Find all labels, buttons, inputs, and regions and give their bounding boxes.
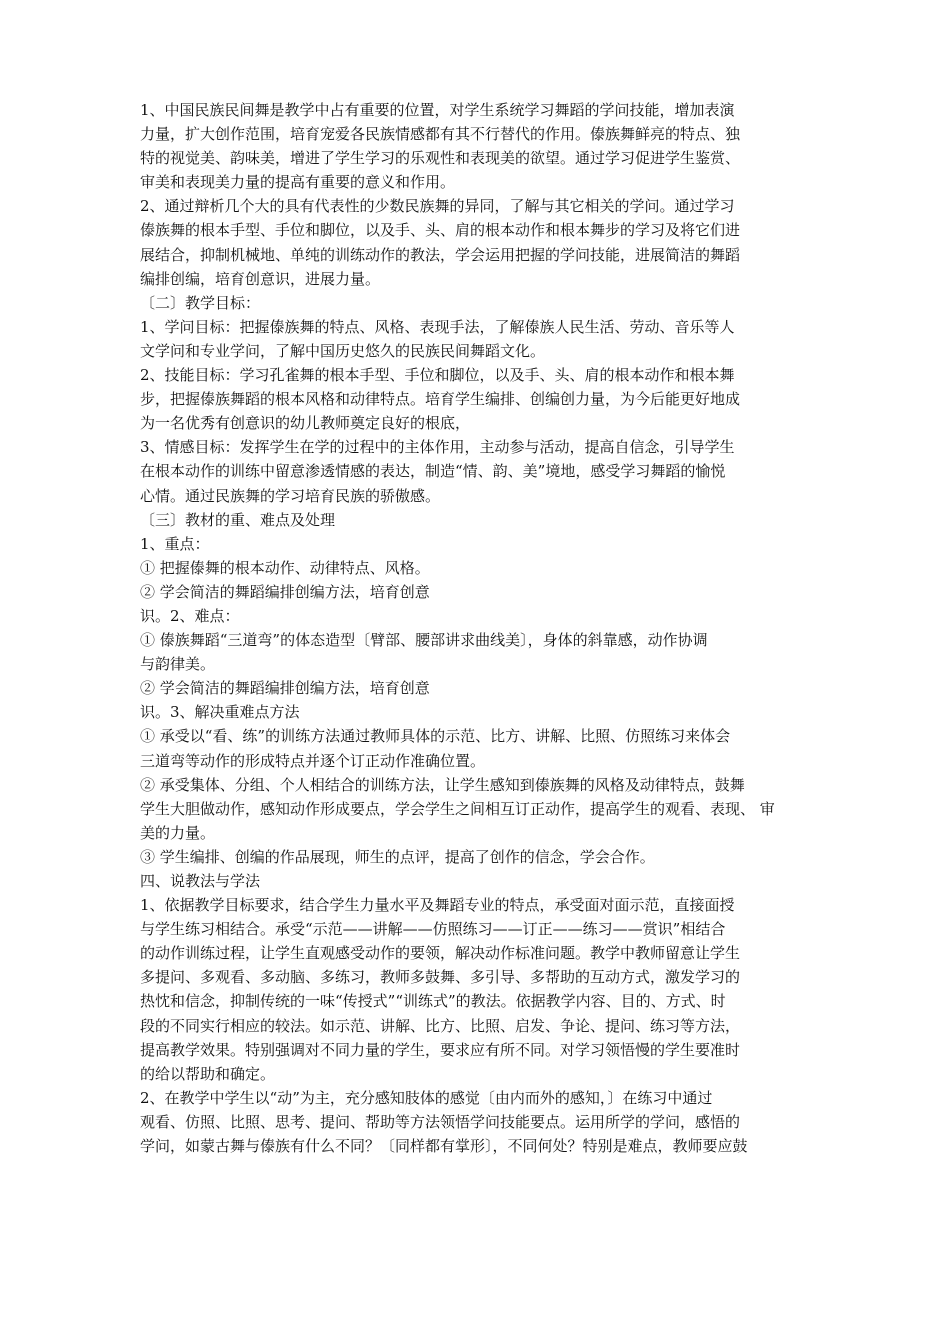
text-line: ① 承受以“看、练”的训练方法通过教师具体的示范、比方、讲解、比照、仿照练习来体会: [140, 727, 731, 746]
text-line: 的动作训练过程，让学生直观感受动作的要领，解决动作标准问题。教学中教师留意让学生: [140, 944, 741, 963]
text-line: 提高教学效果。特别强调对不同力量的学生，要求应有所不同。对学习领悟慢的学生要准时: [140, 1040, 741, 1059]
text-line: 〔二〕教学目标：: [140, 293, 261, 312]
text-line: 为一名优秀有创意识的幼儿教师奠定良好的根底，: [140, 414, 471, 433]
text-line: 学问，如蒙古舞与傣族有什么不同？〔同样都有掌形〕，不同何处？特别是难点，教师要应鼓: [140, 1137, 748, 1156]
text-line: ① 把握傣舞的根本动作、动律特点、风格。: [140, 558, 430, 577]
text-line: ② 学会简洁的舞蹈编排创编方法，培育创意: [140, 582, 430, 601]
text-line: 傣族舞的根本手型、手位和脚位，以及手、头、肩的根本动作和根本舞步的学习及将它们进: [140, 221, 741, 240]
text-line: 2、技能目标：学习孔雀舞的根本手型、手位和脚位，以及手、头、肩的根本动作和根本舞: [140, 366, 735, 385]
text-line: ② 学会简洁的舞蹈编排创编方法，培育创意: [140, 679, 430, 698]
text-line: 与学生练习相结合。承受“示范——讲解——仿照练习——订正——练习——赏识”相结合: [140, 920, 726, 939]
text-line: 学生大胆做动作，感知动作形成要点，学会学生之间相互订正动作，提高学生的观看、表现、 审: [140, 799, 775, 818]
text-line: 步，把握傣族舞蹈的根本风格和动律特点。培育学生编排、创编创力量，为今后能更好地成: [140, 390, 741, 409]
text-line: 识。2、难点：: [140, 606, 240, 625]
text-line: ② 承受集体、分组、个人相结合的训练方法，让学生感知到傣族舞的风格及动律特点，鼓舞: [140, 775, 745, 794]
text-line: 热忱和信念，抑制传统的一味“传授式”“训练式”的教法。依据教学内容、目的、方式、时: [140, 992, 726, 1011]
text-line: 三道弯等动作的形成特点并逐个订正动作准确位置。: [140, 751, 486, 770]
text-line: 段的不同实行相应的较法。如示范、讲解、比方、比照、启发、争论、提问、练习等方法，: [140, 1016, 741, 1035]
text-line: 1、依据教学目标要求，结合学生力量水平及舞蹈专业的特点，承受面对面示范，直接面授: [140, 896, 735, 915]
text-line: 特的视觉美、韵味美，增进了学生学习的乐观性和表现美的欲望。通过学习促进学生鉴赏、: [140, 149, 741, 168]
text-line: 编排创编，培育创意识，进展力量。: [140, 269, 381, 288]
text-line: 3、情感目标：发挥学生在学的过程中的主体作用，主动参与活动，提高自信念，引导学生: [140, 438, 735, 457]
text-line: ① 傣族舞蹈“三道弯”的体态造型〔臂部、腰部讲求曲线美〕，身体的斜靠感，动作协调: [140, 631, 708, 650]
text-line: ③ 学生编排、创编的作品展现，师生的点评，提高了创作的信念，学会合作。: [140, 847, 655, 866]
text-line: 1、中国民族民间舞是教学中占有重要的位置，对学生系统学习舞蹈的学问技能，增加表演: [140, 101, 735, 119]
text-line: 力量，扩大创作范围，培育宠爱各民族情感都有其不行替代的作用。傣族舞鲜亮的特点、独: [140, 125, 741, 144]
text-line: 1、重点：: [140, 534, 210, 553]
text-line: 1、学问目标：把握傣族舞的特点、风格、表现手法，了解傣族人民生活、劳动、音乐等人: [140, 317, 735, 336]
text-line: 识。3、解决重难点方法: [140, 703, 300, 722]
document-body: [140, 98, 820, 1158]
text-line: 与韵律美。: [140, 655, 216, 674]
text-line: 美的力量。: [140, 823, 216, 842]
text-line: 展结合，抑制机械地、单纯的训练动作的教法，学会运用把握的学问技能，进展简洁的舞蹈: [140, 245, 741, 264]
text-line: 的给以帮助和确定。: [140, 1064, 276, 1083]
text-line: 2、通过辩析几个大的具有代表性的少数民族舞的异同，了解与其它相关的学问。通过学习: [140, 197, 735, 216]
text-line: 四、说教法与学法: [140, 872, 261, 890]
text-line: 心情。通过民族舞的学习培育民族的骄傲感。: [140, 486, 441, 505]
text-line: 文学问和专业学问，了解中国历史悠久的民族民间舞蹈文化。: [140, 341, 546, 360]
text-line: 在根本动作的训练中留意渗透情感的表达，制造“情、韵、美”境地，感受学习舞蹈的愉悦: [140, 462, 726, 481]
text-line: 观看、仿照、比照、思考、提问、帮助等方法领悟学问技能要点。运用所学的学问，感悟的: [140, 1112, 741, 1131]
text-line: 2、在教学中学生以“动”为主，充分感知肢体的感觉〔由内而外的感知，〕在练习中通过: [140, 1088, 713, 1107]
text-line: 〔三〕教材的重、难点及处理: [140, 510, 336, 529]
text-line: 审美和表现美力量的提高有重要的意义和作用。: [140, 173, 456, 192]
text-line: 多提问、多观看、多动脑、多练习，教师多鼓舞、多引导、多帮助的互动方式，激发学习的: [140, 968, 741, 987]
